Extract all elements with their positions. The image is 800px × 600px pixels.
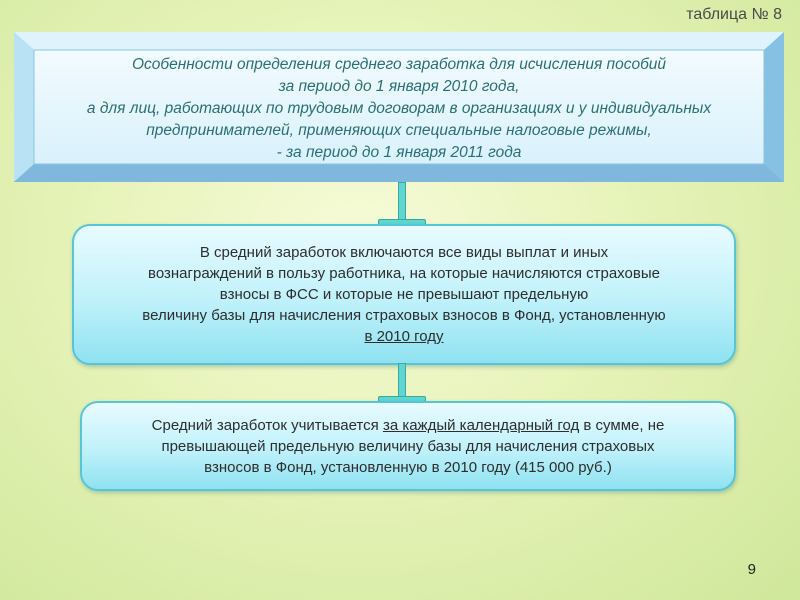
rule-box-1-line-4: величину базы для начисления страховых взносов в Фонд, установленную: [142, 307, 666, 324]
rule-box-1: [72, 224, 736, 365]
rule-box-2: [80, 401, 736, 491]
title-line-5: - за период до 1 января 2011 года: [276, 144, 522, 161]
page-number: 9: [747, 561, 756, 578]
title-line-3: а для лиц, работающих по трудовым договорам в организациях и у индивидуальных: [86, 100, 712, 117]
connector-1: [398, 182, 406, 224]
table-number-label: таблица № 8: [686, 6, 782, 23]
title-text: [48, 54, 750, 164]
rule-box-2-line-1: [152, 415, 665, 436]
rule-box-1-line-3: взносы в ФСС и которые не превышают предельную: [219, 286, 589, 303]
rule-box-1-line-1: В средний заработок включаются все виды выплат и иных: [199, 244, 609, 261]
rule-box-1-line-2: вознаграждений в пользу работника, на которые начисляются страховые: [148, 265, 660, 282]
title-line-4: предпринимателей, применяющих специальные налоговые режимы,: [146, 122, 652, 139]
title-box: [14, 32, 784, 182]
title-line-1: Особенности определения среднего заработка для исчисления пособий: [131, 56, 667, 73]
rule-box-2-underlined: за каждый календарный год: [382, 416, 580, 434]
rule-box-2-line-3: взносов в Фонд, установленную в 2010 году (415 000 руб.): [204, 458, 612, 476]
rule-box-2-line-1-post: в сумме, не: [579, 416, 665, 434]
rule-box-1-underlined: в 2010 году: [364, 328, 444, 345]
rule-box-2-line-1-pre: Средний заработок учитывается: [151, 416, 383, 434]
rule-box-2-line-2: превышающей предельную величину базы для начисления страховых: [161, 437, 655, 455]
title-line-2: за период до 1 января 2010 года,: [278, 78, 520, 95]
